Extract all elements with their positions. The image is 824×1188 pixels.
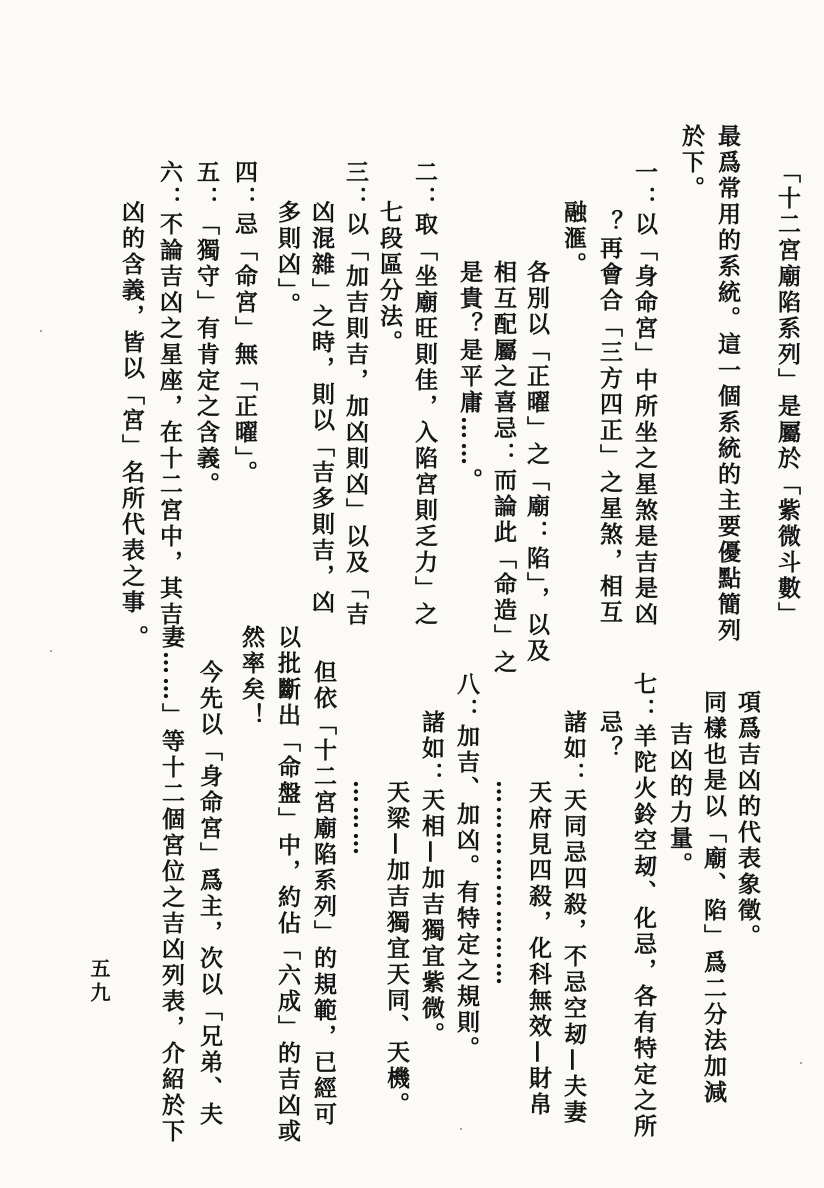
text-column: 以批斷出「命盤」中，約佔「六成」的吉凶或: [274, 625, 301, 1145]
text-column: 。: [122, 625, 149, 651]
text-column: 三：以「加吉則吉，加凶則凶」以及「吉: [342, 160, 369, 628]
text-column: 最爲常用的系統。這一個系統的主要優點簡列: [714, 124, 741, 644]
scan-speck: [800, 1062, 802, 1064]
text-column: 凶混雜」之時，則以「吉多則吉，凶: [308, 200, 335, 616]
text-column: 天梁—加吉獨宜天同、天機。: [383, 780, 410, 1118]
text-column: 天府見四殺，化科無效—財帛: [525, 780, 552, 1118]
text-column: 二：取「坐廟旺則佳，入陷宮則乏力」之: [411, 160, 438, 628]
text-column: ……………………: [491, 780, 518, 988]
text-column: 融滙。: [560, 200, 587, 278]
text-column: 多則凶」。: [274, 200, 301, 319]
text-column: 六：不論吉凶之星座，在十二宮中，其吉: [156, 160, 183, 628]
text-column: 諸如：天同忌四殺，不忌空刼—夫妻: [560, 710, 587, 1126]
text-column: ………: [348, 780, 375, 858]
text-column: 諸如：天相—加吉獨宜紫微。: [418, 710, 445, 1048]
text-column: 各別以「正曜」之「廟：陷」，以及: [523, 260, 550, 665]
text-column: 項爲吉凶的代表象徵。: [734, 690, 761, 950]
text-column: 五：「獨守」有肯定之含義。: [193, 160, 220, 498]
text-column: 是貴？是平庸……。: [456, 260, 483, 494]
text-column: 忌？: [596, 710, 623, 762]
scan-speck: [460, 1128, 462, 1130]
text-column: 於下。: [678, 124, 705, 202]
text-column: 凶的含義，皆以「宮」名所代表之事: [118, 200, 145, 616]
text-column: 七：羊陀火鈴空刼、化忌，各有特定之所: [630, 672, 657, 1140]
text-column: ？再會合「三方四正」之星煞，相互: [596, 210, 623, 626]
page-number: 五九: [87, 958, 111, 1006]
text-column: 四：忌「命宮」無「正曜」。: [231, 160, 258, 487]
text-column: 同樣也是以「廟、陷」爲二分法加減: [700, 690, 727, 1106]
text-column: 吉凶的力量。: [666, 722, 693, 878]
text-column: 八：加吉、加凶。有特定之規則。: [453, 672, 480, 1062]
text-column: 七段區分法。: [376, 200, 403, 356]
scan-speck: [50, 650, 52, 652]
text-column: 但依「十二宮廟陷系列」的規範，已經可: [310, 660, 337, 1128]
text-column: 今先以「身命宮」爲主，次以「兄弟、夫: [196, 660, 223, 1128]
scan-speck: [40, 330, 42, 332]
text-column: 一：以「身命宮」中所坐之星煞是吉是凶: [631, 160, 658, 628]
text-column: 「十二宮廟陷系列」是屬於「紫微斗數」: [774, 160, 801, 628]
text-column: 妻……」等十二個宮位之吉凶列表，介紹於下: [158, 625, 185, 1145]
text-column: 相互配屬之喜忌：而論此「命造」之: [490, 260, 517, 676]
text-column: 然率矣！: [238, 625, 265, 729]
